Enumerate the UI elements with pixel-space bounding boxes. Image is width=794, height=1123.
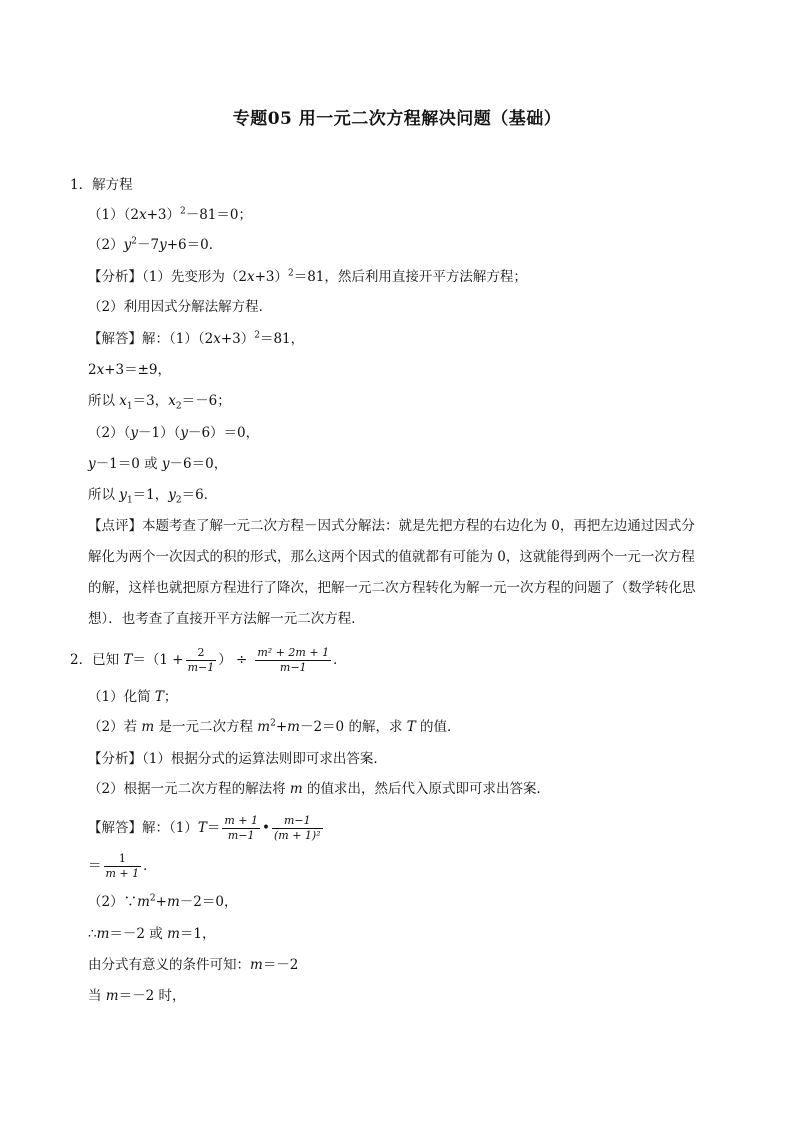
fraction: $\frac{\text{m² + 2m + 1}}{m-1}$ [257, 646, 330, 674]
fraction: $\frac{m-1}{\text{(m + 1)²}}$ [273, 814, 321, 842]
q1-part1: $(1)(2x+3)^2-81=0$； [88, 206, 252, 223]
q1-step-1: 2x+3＝±9， [88, 362, 172, 378]
fraction: $\frac{m + 1}{m-1}$ [224, 814, 258, 842]
question-text: 解方程 [92, 177, 133, 193]
q2-step-3: ∴m＝－2 或 m＝1， [88, 926, 216, 942]
q2-step-1: ＝ $\frac{1}{m + 1}$ ． [88, 852, 157, 880]
q1-analysis-2: （2）利用因式分解法解方程． [88, 299, 273, 315]
q1-comment-3: 的解，这样也就把原方程进行了降次，把解一元二次方程转化为解一元一次方程的问题了（数学转化思 [88, 580, 696, 596]
q2-analysis: 【分析】（1）根据分式的运算法则即可求出答案． [88, 751, 387, 767]
q1-comment-2: 解化为两个一次因式的积的形式，那么这两个因式的值就都有可能为 0，这就能得到两个一元一次方程 [88, 549, 695, 565]
question-1-stem [70, 176, 133, 194]
fraction: $\frac{1}{m + 1}$ [105, 852, 140, 880]
q2-step-2: $(2)\because m^2+m-2=0$， [88, 893, 238, 910]
question-number: 1． [70, 177, 93, 193]
q2-part2: （2）若 m 是一元二次方程 $m^2+m-2=0$ 的解，求 T 的值． [88, 718, 461, 735]
q1-step-2: 所以 $x_1=3$，$x_2=-6$； [88, 393, 231, 412]
q1-step-5: 所以 $y_1=1$，$y_2=6$． [88, 487, 218, 506]
q2-step-4: 由分式有意义的条件可知：m＝－2 [88, 957, 299, 973]
question-2-stem: 2．已知 T＝（1 + $\frac{2}{m-1}$ ） ÷ $\frac{\text{m² + 2m + 1}}{m-1}$ ． [70, 646, 347, 674]
fraction: $\frac{2}{m-1}$ [187, 646, 215, 674]
q1-comment-4: 想）．也考查了直接开平方法解一元二次方程． [88, 611, 365, 627]
q1-step-4: y－1＝0 或 y－6＝0， [88, 456, 228, 472]
q2-part1: （1）化简 T； [88, 689, 178, 705]
q1-comment-1: 【点评】本题考查了解一元二次方程－因式分解法：就是先把方程的右边化为 0，再把左边通过因式分 [88, 518, 695, 534]
q2-step-5: 当 m＝－2 时， [88, 988, 186, 1004]
q1-analysis: 【分析】（1）先变形为$(2x+3)^2=81$，然后利用直接开平方法解方程； [88, 268, 527, 285]
q1-step-3: （2）（y－1）（y－6）＝0， [88, 425, 260, 441]
q2-answer: 【解答】解：（1）T＝ $\frac{m + 1}{m-1}$ • $\frac{m-1}{\text{(m + 1)²}}$ [88, 814, 321, 842]
q2-analysis-2: （2）根据一元二次方程的解法将 m 的值求出，然后代入原式即可求出答案． [88, 781, 550, 797]
page-title: 专题05 用一元二次方程解决问题（基础） [232, 109, 562, 129]
q1-part2: $(2)y^2-7y+6=0$． [88, 236, 223, 253]
q1-answer: 【解答】解：$(1)(2x+3)^2=81$， [88, 330, 305, 347]
